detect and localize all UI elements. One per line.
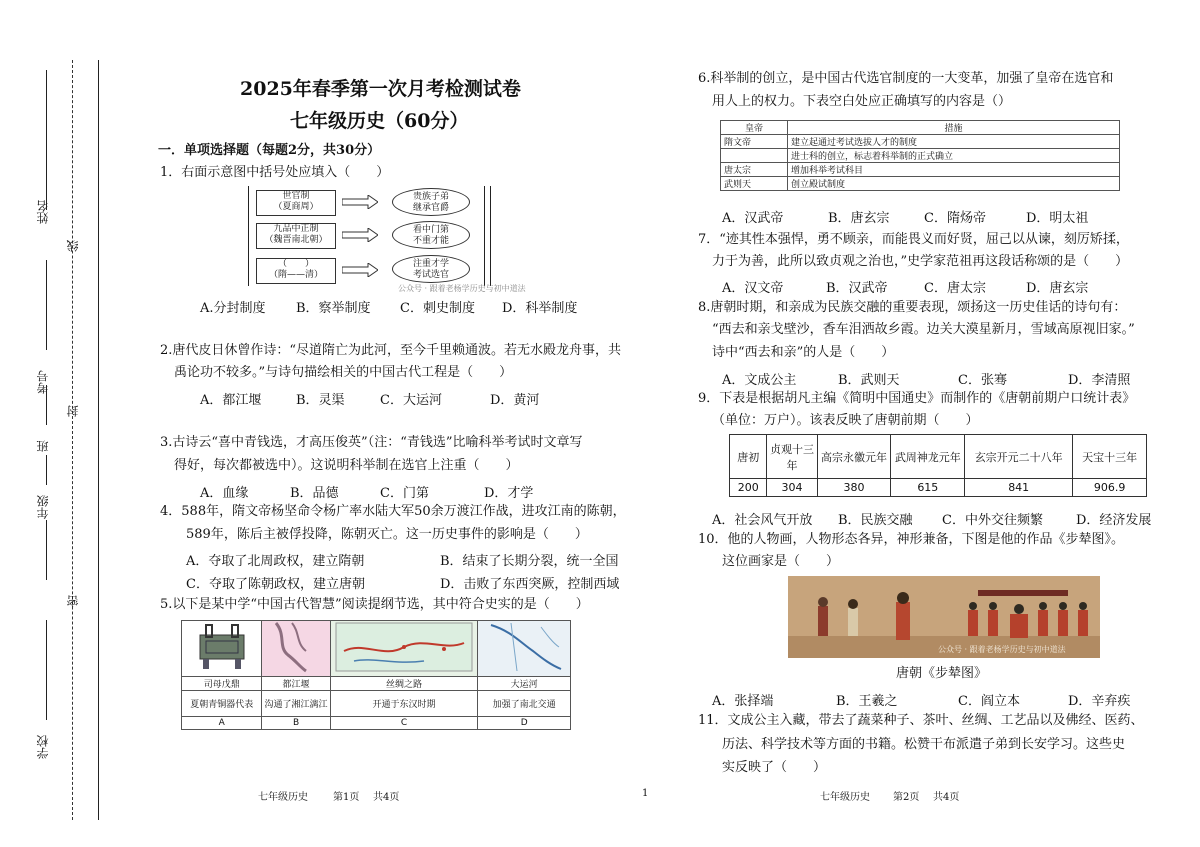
exam-no-underline (46, 260, 47, 350)
q9-option-c[interactable]: C．中外交往频繁 (942, 513, 1043, 528)
arrow-right-icon (342, 195, 378, 209)
q5-option-a[interactable]: A (182, 717, 262, 730)
bronze-ding-picture (182, 621, 262, 677)
q6-header-emperor: 皇帝 (721, 121, 788, 135)
grade-underline-bottom (46, 520, 47, 580)
q1-option-b[interactable]: B．察举制度 (296, 301, 371, 316)
q5-option-b[interactable]: B (262, 717, 330, 730)
q9-header: 唐初 (730, 435, 767, 479)
q5-option-d[interactable]: D (478, 717, 571, 730)
q6-option-d[interactable]: D．明太祖 (1026, 211, 1089, 226)
q11-line-1: 11．文成公主入藏，带去了蔬菜种子、茶叶、丝绸、工艺品以及佛经、医药、 (698, 713, 1144, 728)
q8-line-2: “西去和亲戈壁沙，香车泪洒故乡霞。边关大漠星新月，雪域高原视旧家。” (712, 322, 1135, 337)
seal-line-char: 线 (66, 240, 80, 252)
q9-option-d[interactable]: D．经济发展 (1076, 513, 1152, 528)
grade-underline-top (46, 455, 47, 485)
q10-line-2: 这位画家是（ ） (722, 554, 840, 569)
diagram-box-3: （ ） （隋——清） (256, 258, 336, 284)
bunian-painting-image (788, 576, 1100, 658)
q5-stem: 5.以下是某中学“中国古代智慧”阅读提纲节选，其中符合史实的是（ ） (160, 597, 589, 612)
name-label: 姓名 (36, 200, 50, 224)
silk-road-map (330, 621, 478, 677)
q6-option-b[interactable]: B．唐玄宗 (828, 211, 890, 226)
q5-name-b: 都江堰 (262, 677, 330, 691)
diagram-oval-2: 看中门第 不重才能 (392, 221, 470, 249)
school-underline (46, 620, 47, 720)
q9-value: 615 (891, 479, 965, 497)
q6-cell: 建立起通过考试选拔人才的制度 (788, 135, 1120, 149)
q1-option-c[interactable]: C．刺史制度 (400, 301, 475, 316)
q9-value: 304 (767, 479, 817, 497)
q6-blank-cell (721, 149, 788, 163)
exam-title: 2025年春季第一次月考检测试卷 (240, 78, 521, 100)
q8-line-3: 诗中“西去和亲”的人是（ ） (712, 345, 895, 360)
school-label: 学校 (36, 735, 50, 759)
diagram-right-bracket-2 (490, 186, 491, 286)
river-map-icon (266, 621, 326, 673)
diagram-box-1: 世官制 （夏商周） (256, 190, 336, 216)
q2-option-d[interactable]: D．黄河 (490, 393, 540, 408)
q1-option-d[interactable]: D．科举制度 (502, 301, 578, 316)
q11-line-3: 实反映了（ ） (722, 760, 827, 775)
q5-name-d: 大运河 (478, 677, 571, 691)
q7-option-c[interactable]: C．唐太宗 (924, 281, 986, 296)
footer-total: 共4页 (933, 792, 960, 803)
q8-option-a[interactable]: A．文成公主 (722, 373, 797, 388)
q1-option-a[interactable]: A.分封制度 (200, 301, 266, 316)
diagram-oval-3: 注重才学 考试选官 (392, 255, 470, 283)
q7-option-b[interactable]: B．汉武帝 (826, 281, 888, 296)
q6-cell: 武则天 (721, 177, 788, 191)
q4-line-2: 589年，陈后主被俘投降，陈朝灭亡。这一历史事件的影响是（ ） (186, 527, 588, 542)
q3-option-d[interactable]: D．才学 (484, 486, 534, 501)
footer-page: 第1页 (333, 792, 360, 803)
q6-cell: 增加科举考试科目 (788, 163, 1120, 177)
q6-option-a[interactable]: A．汉武帝 (722, 211, 784, 226)
q9-value: 906.9 (1073, 479, 1147, 497)
q3-option-a[interactable]: A．血缘 (200, 486, 249, 501)
q7-line-2: 力于为善，此所以致贞观之治也，”史学家范祖再这段话称颂的是（ ） (712, 254, 1129, 269)
arrow-right-icon (342, 228, 378, 242)
q9-header: 贞观十三年 (767, 435, 817, 479)
grade-label: 年级 (36, 495, 50, 519)
q9-value: 200 (730, 479, 767, 497)
route-map-icon (334, 621, 474, 673)
q6-header-measures: 措施 (788, 121, 1120, 135)
q2-option-a[interactable]: A．都江堰 (200, 393, 262, 408)
q6-table (720, 120, 1120, 191)
q4-option-a[interactable]: A．夺取了北周政权，建立隋朝 (186, 554, 365, 569)
class-underline (46, 385, 47, 425)
footer-page-number: 1 (642, 788, 649, 799)
q5-option-c[interactable]: C (330, 717, 478, 730)
name-underline (46, 70, 47, 210)
exam-subtitle: 七年级历史（60分） (290, 110, 469, 132)
q6-line-1: 6.科举制的创立，是中国古代选官制度的一大变革，加强了皇帝在选官和 (698, 71, 1114, 86)
q2-line-2: 禹论功不较多。”与诗句描绘相关的中国古代工程是（ ） (174, 365, 513, 380)
q9-header: 高宗永徽元年 (817, 435, 891, 479)
q9-value: 380 (817, 479, 891, 497)
q9-option-b[interactable]: B．民族交融 (838, 513, 913, 528)
diagram-box-2: 九品中正制 （魏晋南北朝） (256, 223, 336, 249)
q6-line-2: 用人上的权力。下表空白处应正确填写的内容是（） (712, 94, 1012, 109)
q8-option-b[interactable]: B．武则天 (838, 373, 900, 388)
q10-option-b[interactable]: B．王羲之 (836, 694, 898, 709)
q6-cell: 进士科的创立，标志着科举制的正式确立 (788, 149, 1120, 163)
q5-name-c: 丝绸之路 (330, 677, 478, 691)
footer-subject: 七年级历史 (258, 792, 308, 803)
q7-line-1: 7．“迹其性本强悍，勇不顾亲，而能畏义而好贤，屈己以从谏，刻厉矫揉， (698, 232, 1129, 247)
q5-desc-d: 加强了南北交通 (478, 691, 571, 717)
footer-subject: 七年级历史 (820, 792, 870, 803)
q9-option-a[interactable]: A．社会风气开放 (712, 513, 813, 528)
q9-header: 武周神龙元年 (891, 435, 965, 479)
watermark-text: 公众号 · 跟着老杨学历史与初中道法 (938, 645, 1066, 654)
dujiangyan-map (262, 621, 330, 677)
q5-desc-c: 开通于东汉时期 (330, 691, 478, 717)
q10-line-1: 10．他的人物画，人物形态各异，神形兼备，下图是他的作品《步辇图》。 (698, 532, 1125, 547)
q7-option-a[interactable]: A．汉文帝 (722, 281, 784, 296)
watermark-text: 公众号 · 跟着老杨学历史与初中道法 (398, 284, 526, 293)
grand-canal-map (478, 621, 571, 677)
seal-dashed-line (72, 60, 73, 820)
q9-header: 玄宗开元二十八年 (965, 435, 1073, 479)
q8-option-c[interactable]: C．张骞 (958, 373, 1007, 388)
q9-line-1: 9．下表是根据胡凡主编《简明中国通史》而制作的《唐朝前期户口统计表》 (698, 391, 1136, 406)
canal-map-icon (481, 621, 567, 673)
q6-cell: 隋文帝 (721, 135, 788, 149)
q3-option-b[interactable]: B．品德 (290, 486, 339, 501)
q8-option-d[interactable]: D．李清照 (1068, 373, 1131, 388)
q10-option-d[interactable]: D．辛弃疾 (1068, 694, 1131, 709)
q2-option-b[interactable]: B．灵渠 (296, 393, 345, 408)
footer-page: 第2页 (893, 792, 920, 803)
q9-line-2: （单位：万户）。该表反映了唐朝前期（ ） (712, 413, 979, 428)
q9-table (729, 434, 1147, 497)
q4-option-b[interactable]: B．结束了长期分裂，统一全国 (440, 554, 619, 569)
footer-total: 共4页 (373, 792, 400, 803)
q2-option-c[interactable]: C．大运河 (380, 393, 442, 408)
q10-option-a[interactable]: A．张择端 (712, 694, 774, 709)
q2-line-1: 2.唐代皮日休曾作诗：“尽道隋亡为此河，至今千里赖通波。若无水殿龙舟事，共 (160, 343, 622, 358)
diagram-left-bracket (248, 186, 249, 286)
arrow-right-icon (342, 263, 378, 277)
q4-line-1: 4．588年，隋文帝杨坚命令杨广率水陆大军50余万渡江作战，进攻江南的陈朝， (160, 504, 626, 519)
seal-seal-char: 封 (66, 405, 80, 417)
section-heading: 一．单项选择题（每题2分，共30分） (158, 143, 381, 158)
q4-option-d[interactable]: D．击败了东西突厥，控制西域 (440, 577, 620, 592)
q3-option-c[interactable]: C．门第 (380, 486, 429, 501)
diagram-right-bracket (484, 186, 485, 286)
q3-line-2: 得好，每次都被选中）。这说明科举制在选官上注重（ ） (174, 458, 519, 473)
q5-desc-b: 沟通了湘江漓江 (262, 691, 330, 717)
margin-border-line (98, 60, 99, 820)
q6-cell: 创立殿试制度 (788, 177, 1120, 191)
q7-option-d[interactable]: D．唐玄宗 (1026, 281, 1089, 296)
q9-value: 841 (965, 479, 1073, 497)
diagram-oval-1: 贵族子弟 继承官爵 (392, 188, 470, 216)
q6-option-c[interactable]: C．隋炀帝 (924, 211, 986, 226)
class-label: 班 (36, 440, 50, 452)
q6-cell: 唐太宗 (721, 163, 788, 177)
q1-stem: 1．右面示意图中括号处应填入（ ） (160, 165, 390, 180)
painting-caption: 唐朝《步辇图》 (896, 666, 988, 681)
exam-no-label: 考号 (36, 370, 50, 394)
seal-secret-char: 密 (66, 595, 80, 607)
q5-desc-a: 夏朝青铜器代表 (182, 691, 262, 717)
q5-table (181, 620, 571, 730)
ding-vessel-icon (192, 623, 252, 671)
q10-option-c[interactable]: C．阎立本 (958, 694, 1020, 709)
q8-line-1: 8.唐朝时期，和亲成为民族交融的重要表现，颂扬这一历史佳话的诗句有： (698, 300, 1127, 315)
q4-option-c[interactable]: C．夺取了陈朝政权，建立唐朝 (186, 577, 365, 592)
q11-line-2: 历法、科学技术等方面的书籍。松赞干布派遣子弟到长安学习。这些史 (722, 737, 1126, 752)
q9-header: 天宝十三年 (1073, 435, 1147, 479)
q5-name-a: 司母戊鼎 (182, 677, 262, 691)
q3-line-1: 3.古诗云“喜中青钱选，才高压俊英”（注：“青钱选”比喻科举考试时文章写 (160, 435, 583, 450)
